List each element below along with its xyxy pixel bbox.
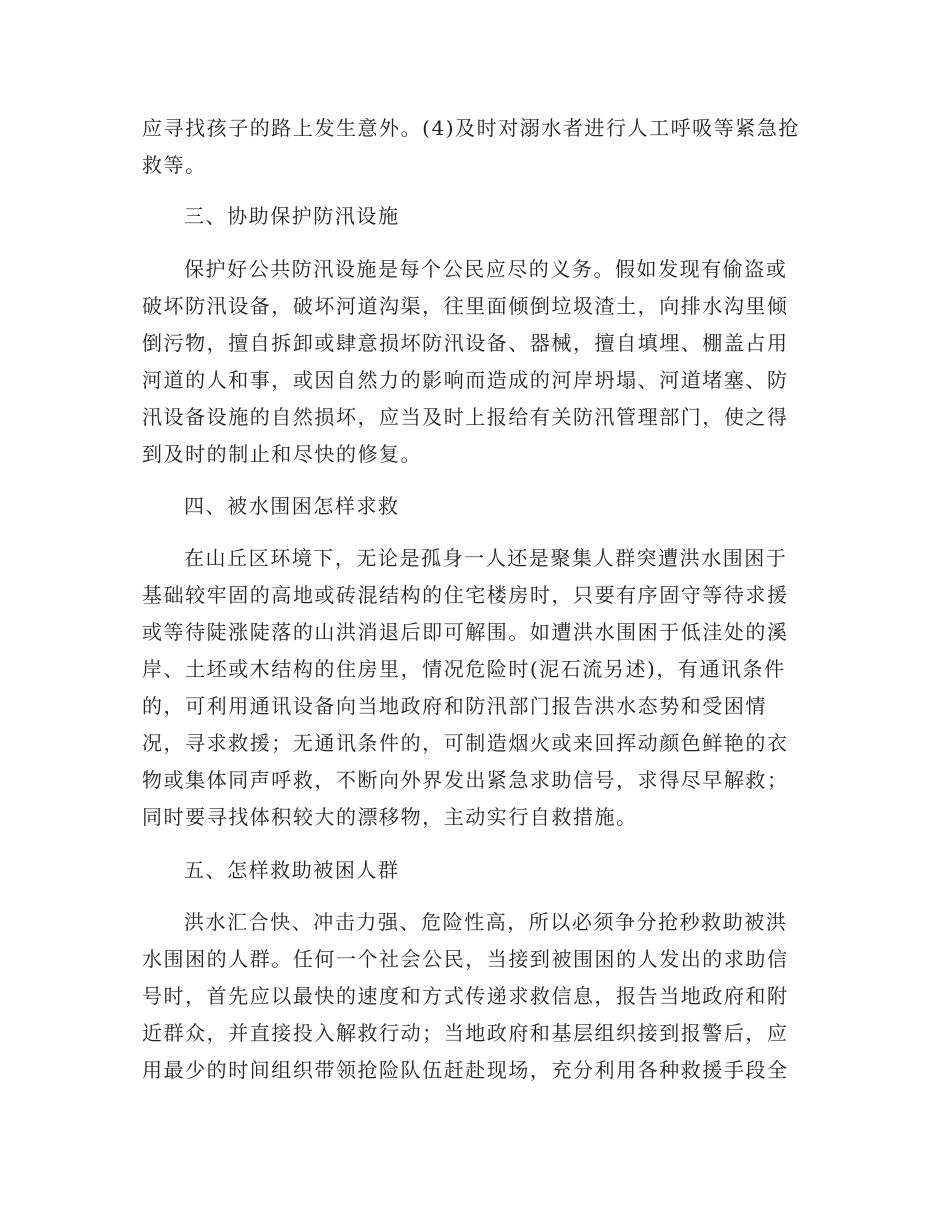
text-line: 倒污物，擅自拆卸或肆意损坏防汛设备、器械，擅自填埋、棚盖占用: [142, 331, 789, 355]
text-line: 况，寻求救援；无通讯条件的，可制造烟火或来回挥动颜色鲜艳的衣: [142, 731, 789, 755]
text-line: 用最少的时间组织带领抢险队伍赶赴现场，充分利用各种救援手段全: [142, 1058, 789, 1082]
text-line: 号时，首先应以最快的速度和方式传递求救信息，报告当地政府和附: [142, 984, 789, 1008]
text-line: 或等待陡涨陡落的山洪消退后即可解围。如遭洪水围困于低洼处的溪: [142, 620, 789, 644]
text-line: 物或集体同声呼救，不断向外界发出紧急求助信号，求得尽早解救；: [142, 768, 789, 792]
text-line: 到及时的制止和尽快的修复。: [142, 442, 423, 466]
text-line: 的，可利用通讯设备向当地政府和防汛部门报告洪水态势和受困情: [142, 694, 767, 718]
paragraph-first-line: 保护好公共防汛设施是每个公民应尽的义务。假如发现有偷盗或: [184, 257, 788, 281]
paragraph-first-line: 在山丘区环境下，无论是孤身一人还是聚集人群突遭洪水围困于: [184, 546, 788, 570]
text-line: 岸、土坯或木结构的住房里，情况危险时(泥石流另述)，有通讯条件: [142, 657, 786, 681]
text-line: 水围困的人群。任何一个社会公民，当接到被围困的人发出的求助信: [142, 947, 789, 971]
section-heading: 三、协助保护防汛设施: [184, 204, 400, 228]
text-line: 救等。: [142, 153, 207, 177]
text-line: 应寻找孩子的路上发生意外。(4)及时对溺水者进行人工呼吸等紧急抢: [142, 116, 800, 140]
section-heading: 五、怎样救助被困人群: [184, 858, 400, 882]
paragraph-first-line: 洪水汇合快、冲击力强、危险性高，所以必须争分抢秒救助被洪: [184, 910, 788, 934]
text-line: 河道的人和事，或因自然力的影响而造成的河岸坍塌、河道堵塞、防: [142, 368, 789, 392]
text-line: 近群众，并直接投入解救行动；当地政府和基层组织接到报警后，应: [142, 1021, 789, 1045]
text-line: 同时要寻找体积较大的漂移物，主动实行自救措施。: [142, 805, 638, 829]
section-heading: 四、被水围困怎样求救: [184, 494, 400, 518]
text-line: 破坏防汛设备，破坏河道沟渠，往里面倾倒垃圾渣土，向排水沟里倾: [142, 294, 789, 318]
text-line: 汛设备设施的自然损坏，应当及时上报给有关防汛管理部门，使之得: [142, 405, 789, 429]
text-line: 基础较牢固的高地或砖混结构的住宅楼房时，只要有序固守等待求援: [142, 583, 789, 607]
